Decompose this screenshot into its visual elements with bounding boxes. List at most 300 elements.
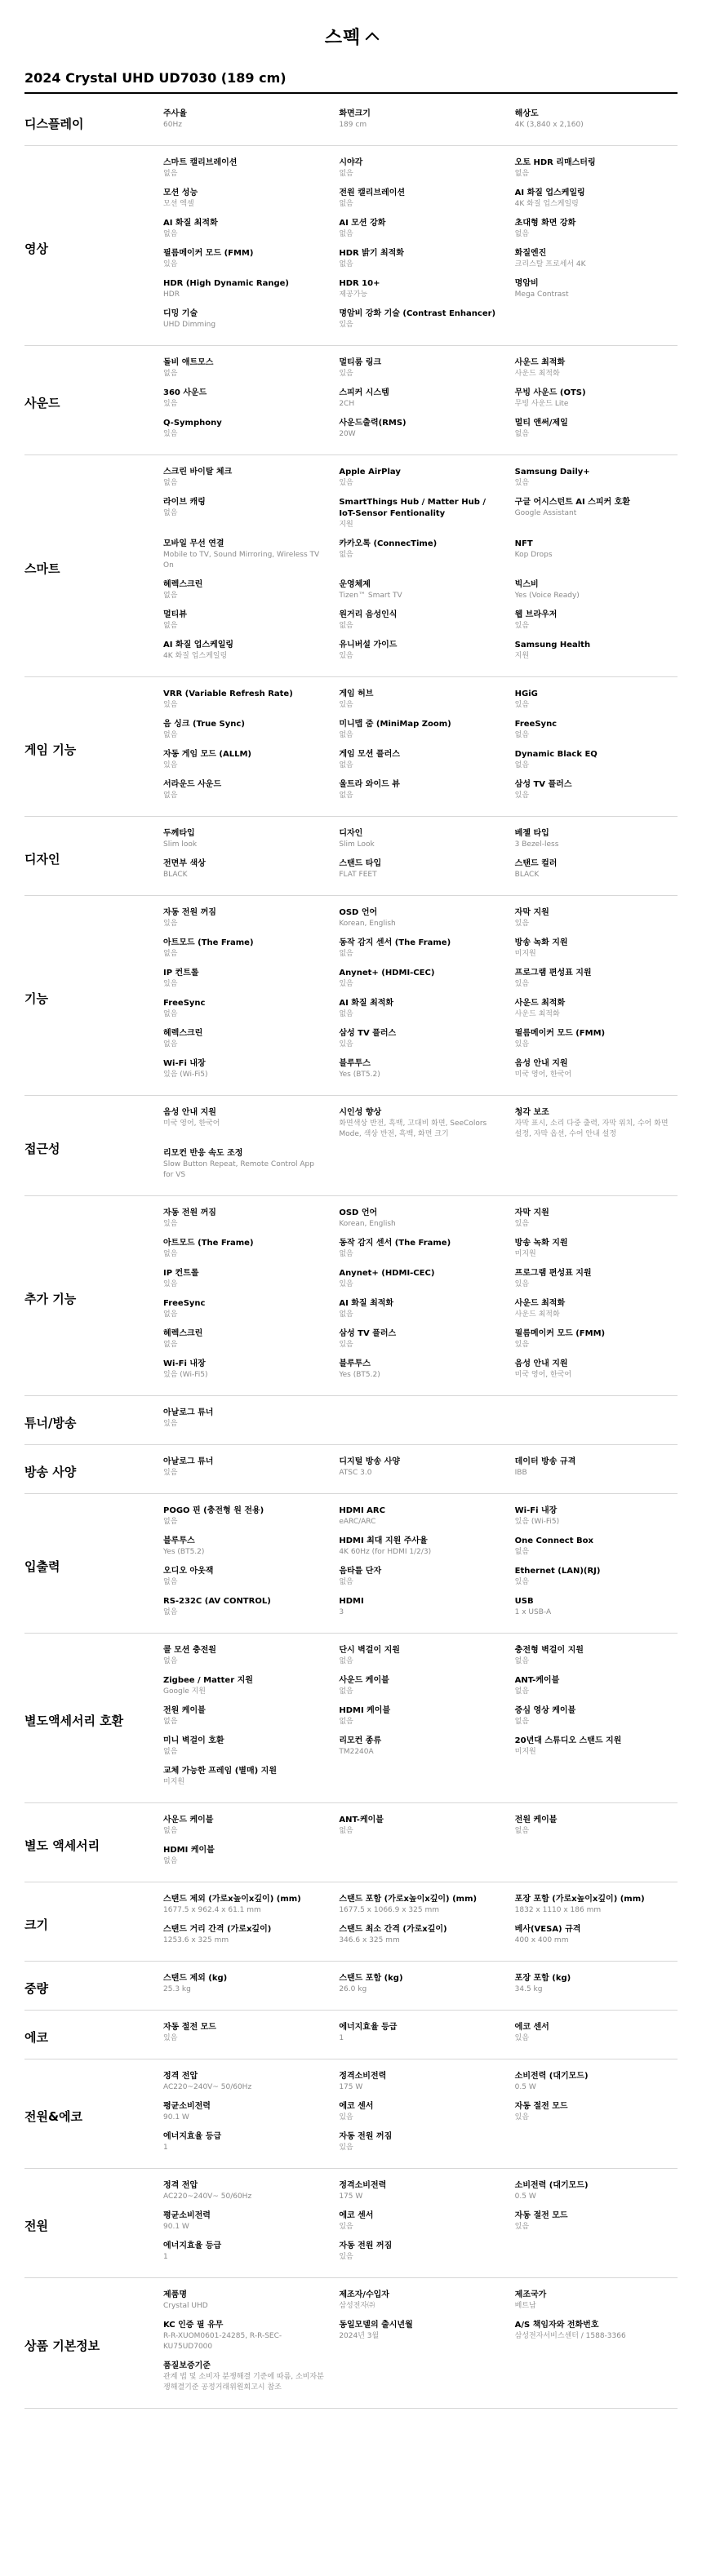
- spec-item: [163, 2241, 326, 2263]
- section-title: 접근성: [24, 1141, 60, 1156]
- spec-item: [515, 828, 678, 850]
- spec-item: [339, 1148, 501, 1181]
- spec-item: [163, 1675, 326, 1697]
- spec-item: [163, 1328, 326, 1350]
- spec-label: 삼성 TV 플러스: [339, 1029, 397, 1038]
- spec-value: 있음: [339, 370, 353, 378]
- spec-label: 미니 벽걸이 호환: [163, 1736, 224, 1745]
- spec-item: [339, 640, 501, 662]
- spec-label: Wi-Fi 내장: [163, 1359, 206, 1368]
- spec-value: 있음: [339, 2144, 353, 2152]
- spec-item: [163, 1845, 326, 1867]
- spec-item: [515, 2022, 678, 2044]
- spec-item: [339, 2320, 501, 2352]
- spec-label: 자동 게임 모드 (ALLM): [163, 750, 251, 759]
- spec-value: 있음: [339, 2113, 353, 2122]
- spec-value: TM2240A: [339, 1748, 374, 1756]
- spec-label: SmartThings Hub / Matter Hub / IoT-Sensor Fentionality: [339, 498, 486, 518]
- spec-value: 없음: [339, 230, 353, 238]
- spec-label: 초대형 화면 강화: [514, 219, 576, 228]
- spec-item: [163, 2022, 326, 2044]
- spec-item: [515, 1973, 678, 1995]
- spec-item: [515, 779, 678, 801]
- spec-label: Zigbee / Matter 지원: [163, 1676, 253, 1685]
- spec-label: 유니버설 가이드: [339, 641, 398, 650]
- section-title: 튜너/방송: [24, 1416, 77, 1430]
- spec-grid: [163, 1456, 678, 1487]
- spec-value: AC220~240V~ 50/60Hz: [163, 2192, 252, 2201]
- spec-label: 자동 절전 모드: [163, 2023, 216, 2032]
- spec-value: 1 x USB-A: [514, 1608, 552, 1616]
- spec-item: [515, 418, 678, 440]
- spec-value: Google 지원: [163, 1687, 206, 1696]
- spec-value: 있음: [514, 1220, 530, 1228]
- spec-item: [163, 2101, 326, 2123]
- spec-item: [515, 157, 678, 180]
- spec-value: 있음: [163, 430, 178, 438]
- spec-value: Tizen™ Smart TV: [339, 592, 402, 600]
- spec-label: 명암비 강화 기술 (Contrast Enhancer): [339, 309, 496, 318]
- spec-value: Korean, English: [339, 920, 396, 928]
- spec-section-accessory: [24, 1803, 678, 1882]
- spec-value: 없음: [339, 551, 353, 559]
- spec-item: [515, 579, 678, 601]
- spec-value: 자막 표시, 소리 다중 출력, 자막 위치, 수어 화면 설정, 자막 옵션, 수어 안내 설정: [514, 1120, 669, 1138]
- spec-label: 프로그램 편성표 지원: [514, 1269, 592, 1278]
- spec-item: [163, 2361, 326, 2393]
- spec-label: 빅스비: [514, 580, 539, 589]
- spec-item: [515, 2241, 678, 2263]
- spec-item: [163, 1894, 326, 1916]
- spec-label: ANT-케이블: [514, 1676, 560, 1685]
- spec-item: [515, 998, 678, 1020]
- spec-value: Yes (BT5.2): [163, 1548, 205, 1556]
- spec-label: AI 화질 최적화: [339, 1299, 394, 1308]
- spec-label: VRR (Variable Refresh Rate): [163, 689, 293, 698]
- spec-section-gaming: [24, 677, 678, 817]
- spec-label: 에코 센서: [339, 2211, 374, 2220]
- spec-item: [339, 1845, 501, 1867]
- spec-label: HDR 10+: [339, 279, 380, 288]
- spec-item: [515, 2290, 678, 2312]
- spec-label: HDR (High Dynamic Range): [163, 279, 289, 288]
- spec-label: 소비전력 (대기모드): [514, 2072, 589, 2081]
- spec-item: [339, 1058, 501, 1080]
- spec-item: [163, 689, 326, 711]
- spec-value: 25.3 kg: [163, 1985, 191, 1993]
- spec-label: 전원 케이블: [514, 1816, 558, 1824]
- spec-label: 스탠드 포함 (가로x높이x깊이) (mm): [339, 1895, 478, 1904]
- spec-value: 무빙 사운드 Lite: [514, 400, 569, 408]
- spec-value: 있음: [163, 2034, 178, 2042]
- spec-label: 멀티룸 링크: [339, 358, 382, 367]
- spec-item: [515, 1328, 678, 1350]
- spec-label: 제조국가: [514, 2290, 547, 2299]
- spec-item: [515, 539, 678, 571]
- spec-item: [339, 467, 501, 489]
- spec-label: 웹 브라우저: [514, 610, 558, 619]
- spec-label: 정격소비전력: [339, 2181, 387, 2190]
- spec-item: [339, 1505, 501, 1527]
- spec-item: [163, 1408, 326, 1430]
- spec-value: 3 Bezel-less: [514, 840, 559, 849]
- spec-section-design: [24, 817, 678, 896]
- spec-item: [163, 388, 326, 410]
- spec-value: R-R-XUOM0601-24285, R-R-SEC-KU75UD7000: [163, 2332, 282, 2351]
- spec-value: 없음: [339, 1010, 353, 1018]
- spec-item: [163, 188, 326, 210]
- spec-value: 없음: [163, 731, 178, 739]
- spec-value: 없음: [339, 1687, 353, 1696]
- spec-item: [339, 1208, 501, 1230]
- spec-label: 삼성 TV 플러스: [339, 1329, 397, 1338]
- spec-item: [163, 998, 326, 1020]
- spec-label: One Connect Box: [514, 1536, 593, 1545]
- spec-label: 오디오 아웃잭: [163, 1567, 214, 1576]
- spec-value: BLACK: [514, 871, 540, 879]
- spec-label: 단시 벽걸이 지원: [339, 1646, 400, 1655]
- spec-value: 없음: [163, 1040, 178, 1049]
- spec-value: UHD Dimming: [163, 321, 216, 329]
- spec-value: 없음: [339, 200, 353, 208]
- section-title: 크기: [24, 1917, 48, 1932]
- section-title: 상품 기본정보: [24, 2339, 100, 2353]
- spec-value: 있음: [514, 2034, 530, 2042]
- spec-item: [163, 467, 326, 489]
- spec-label: 원거리 음성인식: [339, 610, 398, 619]
- spec-value: 34.5 kg: [514, 1985, 543, 1993]
- spec-item: [339, 357, 501, 379]
- spec-value: 2CH: [339, 400, 355, 408]
- spec-label: 라이브 캐링: [163, 498, 206, 507]
- spec-item: [339, 907, 501, 929]
- spec-label: 블루투스: [339, 1059, 371, 1068]
- spec-label: 명암비: [514, 279, 539, 288]
- spec-label: A/S 책임자와 전화번호: [514, 2321, 599, 2330]
- spec-item: [339, 218, 501, 240]
- spec-item: [515, 218, 678, 240]
- spec-item: [163, 749, 326, 771]
- spec-value: 있음: [163, 1469, 178, 1477]
- spec-value: 없음: [514, 761, 530, 769]
- spec-label: 자동 절전 모드: [514, 2102, 568, 2111]
- spec-label: NFT: [514, 539, 533, 548]
- spec-label: 삼성 TV 플러스: [514, 780, 572, 789]
- spec-page: [24, 0, 678, 2409]
- spec-grid: [163, 467, 678, 670]
- spec-value: 없음: [163, 370, 178, 378]
- spec-label: 사운드 최적화: [514, 358, 566, 367]
- spec-value: 없음: [339, 260, 353, 268]
- spec-grid: [163, 2071, 678, 2161]
- spec-item: [163, 1148, 326, 1181]
- spec-label: 해상도: [514, 109, 539, 118]
- spec-label: 게임 모션 플러스: [339, 750, 400, 759]
- spec-value: Slow Button Repeat, Remote Control App for VS: [163, 1160, 314, 1179]
- spec-value: 없음: [163, 1827, 178, 1835]
- spec-value: 미지원: [514, 950, 536, 958]
- spec-label: 오토 HDR 리매스터링: [514, 158, 596, 167]
- spec-value: 없음: [163, 622, 178, 630]
- spec-label: 프로그램 편성표 지원: [514, 969, 592, 978]
- spec-item: [163, 109, 326, 131]
- spec-item: [515, 1924, 678, 1946]
- spec-label: 자동 전원 꺼짐: [339, 2132, 393, 2141]
- spec-item: [163, 907, 326, 929]
- spec-grid: [163, 828, 678, 889]
- spec-value: 없음: [514, 230, 530, 238]
- spec-value: 189 cm: [339, 121, 367, 129]
- spec-item: [163, 610, 326, 632]
- spec-value: 있음: [163, 980, 178, 988]
- spec-label: Anynet+ (HDMI-CEC): [339, 1269, 435, 1278]
- spec-label: 필름메이커 모드 (FMM): [514, 1329, 606, 1338]
- spec-label: 자동 전원 꺼짐: [339, 2241, 393, 2250]
- spec-label: 충전형 벽걸이 지원: [514, 1646, 584, 1655]
- spec-item: [163, 1238, 326, 1260]
- spec-item: [515, 2101, 678, 2123]
- spec-item: [163, 640, 326, 662]
- spec-item: [339, 2101, 501, 2123]
- spec-value: 없음: [163, 1250, 178, 1258]
- spec-label: 아날로그 튜너: [163, 1408, 214, 1417]
- spec-label: 사운드 케이블: [163, 1816, 214, 1824]
- spec-item: [163, 2180, 326, 2202]
- spec-item: [339, 2241, 501, 2263]
- spec-section-accessory_compat: [24, 1634, 678, 1803]
- spec-value: 있음: [514, 2223, 530, 2231]
- spec-value: 없음: [514, 1718, 530, 1726]
- spec-label: 필름메이커 모드 (FMM): [514, 1029, 606, 1038]
- section-title: 별도 액세서리: [24, 1838, 100, 1853]
- spec-item: [163, 2320, 326, 2352]
- spec-item: [339, 2180, 501, 2202]
- spec-grid: [163, 1645, 678, 1796]
- spec-value: 없음: [339, 1310, 353, 1319]
- spec-value: 0.5 W: [514, 2083, 536, 2091]
- spec-value: HDR: [163, 290, 180, 299]
- spec-label: Dynamic Black EQ: [514, 750, 598, 759]
- spec-label: ANT-케이블: [339, 1816, 384, 1824]
- product-title: 2024 Crystal UHD UD7030 (189 cm): [24, 64, 678, 94]
- spec-item: [163, 1645, 326, 1667]
- spec-label: IP 컨트롤: [163, 969, 199, 978]
- spec-item: [515, 1766, 678, 1788]
- spec-section-video: [24, 146, 678, 346]
- section-title: 디자인: [24, 851, 60, 867]
- spec-value: 없음: [339, 791, 353, 800]
- spec-item: [163, 357, 326, 379]
- spec-value: Mobile to TV, Sound Mirroring, Wireless TV On: [163, 551, 320, 570]
- spec-item: [339, 1268, 501, 1290]
- spec-label: Apple AirPlay: [339, 468, 401, 477]
- spec-value: IBB: [514, 1469, 527, 1477]
- spec-value: 4K 60Hz (for HDMI 1/2/3): [339, 1548, 432, 1556]
- spec-item: [515, 388, 678, 410]
- spec-item: [515, 858, 678, 880]
- spec-item: [339, 779, 501, 801]
- spec-item: [515, 640, 678, 662]
- spec-sections: [24, 97, 678, 2409]
- spec-value: 없음: [339, 170, 353, 178]
- spec-label: 자막 지원: [514, 908, 549, 917]
- section-title: 스마트: [24, 561, 60, 576]
- spec-value: 사운드 최적화: [514, 1010, 560, 1018]
- spec-value: 1253.6 x 325 mm: [163, 1936, 229, 1944]
- spec-item: [339, 2022, 501, 2044]
- spec-value: Crystal UHD: [163, 2302, 208, 2310]
- spec-label: 에너지효율 등급: [339, 2023, 398, 2032]
- spec-label: 자동 전원 꺼짐: [163, 1208, 216, 1217]
- spec-item: [339, 248, 501, 270]
- spec-label: 스피커 시스템: [339, 388, 389, 397]
- spec-value: 있음: [339, 1341, 353, 1349]
- spec-label: 멀티뷰: [163, 610, 187, 619]
- spec-value: 있음: [514, 791, 530, 800]
- spec-value: 없음: [163, 1748, 178, 1756]
- spec-label: FreeSync: [163, 1299, 206, 1308]
- spec-item: [163, 858, 326, 880]
- spec-item: [163, 1208, 326, 1230]
- spec-item: [339, 308, 501, 330]
- spec-value: 있음: [339, 1280, 353, 1288]
- section-title: 사운드: [24, 396, 60, 410]
- spec-item: [515, 1815, 678, 1837]
- spec-value: 175 W: [339, 2083, 363, 2091]
- spec-value: 있음 (Wi-Fi5): [514, 1518, 560, 1526]
- spec-item: [515, 2210, 678, 2232]
- spec-value: eARC/ARC: [339, 1518, 376, 1526]
- spec-item: [163, 218, 326, 240]
- spec-label: AI 모션 강화: [339, 219, 386, 228]
- chevron-up-icon[interactable]: [366, 33, 380, 47]
- spec-item: [339, 1107, 501, 1140]
- spec-value: 있음: [163, 920, 178, 928]
- spec-value: 없음: [339, 622, 353, 630]
- spec-section-weight: [24, 1962, 678, 2011]
- spec-title: 스펙: [324, 27, 362, 48]
- spec-item: [515, 1845, 678, 1867]
- spec-value: 없음: [514, 1657, 530, 1665]
- spec-item: [163, 1973, 326, 1995]
- spec-grid: [163, 1505, 678, 1626]
- spec-label: 동작 감지 센서 (The Frame): [339, 938, 451, 947]
- spec-grid: [163, 1973, 678, 2003]
- spec-item: [339, 539, 501, 571]
- spec-item: [163, 2131, 326, 2153]
- spec-label: 스탠드 제외 (가로x높이x깊이) (mm): [163, 1895, 301, 1904]
- spec-label: 스탠드 타입: [339, 859, 382, 868]
- spec-value: 미지원: [514, 1250, 536, 1258]
- spec-label: 동일모델의 출시년월: [339, 2321, 413, 2330]
- spec-section-sound: [24, 346, 678, 455]
- spec-label: 아날로그 튜너: [163, 1457, 214, 1466]
- spec-label: 헤렉스크린: [163, 1029, 203, 1038]
- spec-value: 있음: [339, 701, 353, 709]
- spec-label: 화질엔진: [514, 249, 547, 258]
- spec-value: 있음: [339, 652, 353, 660]
- spec-value: 있음: [514, 920, 530, 928]
- spec-label: 방송 녹화 지원: [514, 938, 568, 947]
- spec-item: [515, 1268, 678, 1290]
- spec-value: Yes (BT5.2): [339, 1371, 380, 1379]
- spec-label: 스탠드 컬러: [514, 859, 558, 868]
- spec-value: 없음: [163, 509, 178, 517]
- spec-value: 있음: [339, 2223, 353, 2231]
- spec-label: 소비전력 (대기모드): [514, 2181, 589, 2190]
- spec-value: Korean, English: [339, 1220, 396, 1228]
- spec-label: HDMI 최대 지원 주사율: [339, 1536, 428, 1545]
- spec-label: 에코 센서: [514, 2023, 549, 2032]
- spec-item: [163, 1107, 326, 1140]
- spec-item: [339, 579, 501, 601]
- spec-grid: [163, 2022, 678, 2052]
- spec-value: 1677.5 x 1066.9 x 325 mm: [339, 1906, 439, 1914]
- spec-label: 베젤 타입: [514, 829, 549, 838]
- spec-label: 두께타입: [163, 829, 195, 838]
- spec-label: 멀티 앤써/제일: [514, 419, 568, 428]
- spec-value: 있음: [163, 400, 178, 408]
- spec-value: 없음: [163, 1718, 178, 1726]
- spec-item: [163, 968, 326, 990]
- spec-grid: [163, 1107, 678, 1189]
- spec-item: [515, 308, 678, 330]
- spec-item: [339, 1596, 501, 1618]
- section-title: 입출력: [24, 1558, 60, 1574]
- spec-section-smart: [24, 455, 678, 677]
- spec-value: 없음: [163, 1010, 178, 1018]
- spec-value: 175 W: [339, 2192, 363, 2201]
- spec-value: Yes (Voice Ready): [514, 592, 580, 600]
- spec-item: [515, 2361, 678, 2393]
- spec-item: [515, 1675, 678, 1697]
- spec-item: [515, 907, 678, 929]
- spec-value: 없음: [339, 761, 353, 769]
- spec-item: [515, 1359, 678, 1381]
- spec-value: 3: [339, 1608, 344, 1616]
- spec-label: 구글 어시스턴트 AI 스피커 호환: [514, 498, 630, 507]
- spec-item: [515, 1596, 678, 1618]
- spec-value: 없음: [163, 479, 178, 487]
- spec-value: 없음: [339, 1250, 353, 1258]
- spec-value: 346.6 x 325 mm: [339, 1936, 400, 1944]
- spec-value: 있음: [514, 980, 530, 988]
- spec-item: [163, 719, 326, 741]
- spec-item: [163, 418, 326, 440]
- spec-label: USB: [514, 1597, 534, 1606]
- spec-label: 모바일 무선 연결: [163, 539, 224, 548]
- spec-label: 사운드 케이블: [339, 1676, 389, 1685]
- spec-header[interactable]: [24, 0, 678, 64]
- spec-item: [515, 1894, 678, 1916]
- spec-label: IP 컨트롤: [163, 1269, 199, 1278]
- spec-value: Slim Look: [339, 840, 375, 849]
- spec-grid: [163, 357, 678, 448]
- spec-item: [515, 497, 678, 530]
- spec-label: 헤렉스크린: [163, 1329, 203, 1338]
- spec-section-tuner: [24, 1396, 678, 1445]
- spec-item: [515, 467, 678, 489]
- spec-value: 4K (3,840 x 2,160): [514, 121, 584, 129]
- spec-label: 시인성 향상: [339, 1108, 382, 1117]
- spec-label: 음 싱크 (True Sync): [163, 720, 245, 729]
- spec-section-broadcast: [24, 1445, 678, 1494]
- spec-grid: [163, 109, 678, 139]
- spec-label: HGiG: [514, 689, 538, 698]
- spec-item: [339, 938, 501, 960]
- spec-item: [515, 278, 678, 300]
- spec-label: 필름메이커 모드 (FMM): [163, 249, 254, 258]
